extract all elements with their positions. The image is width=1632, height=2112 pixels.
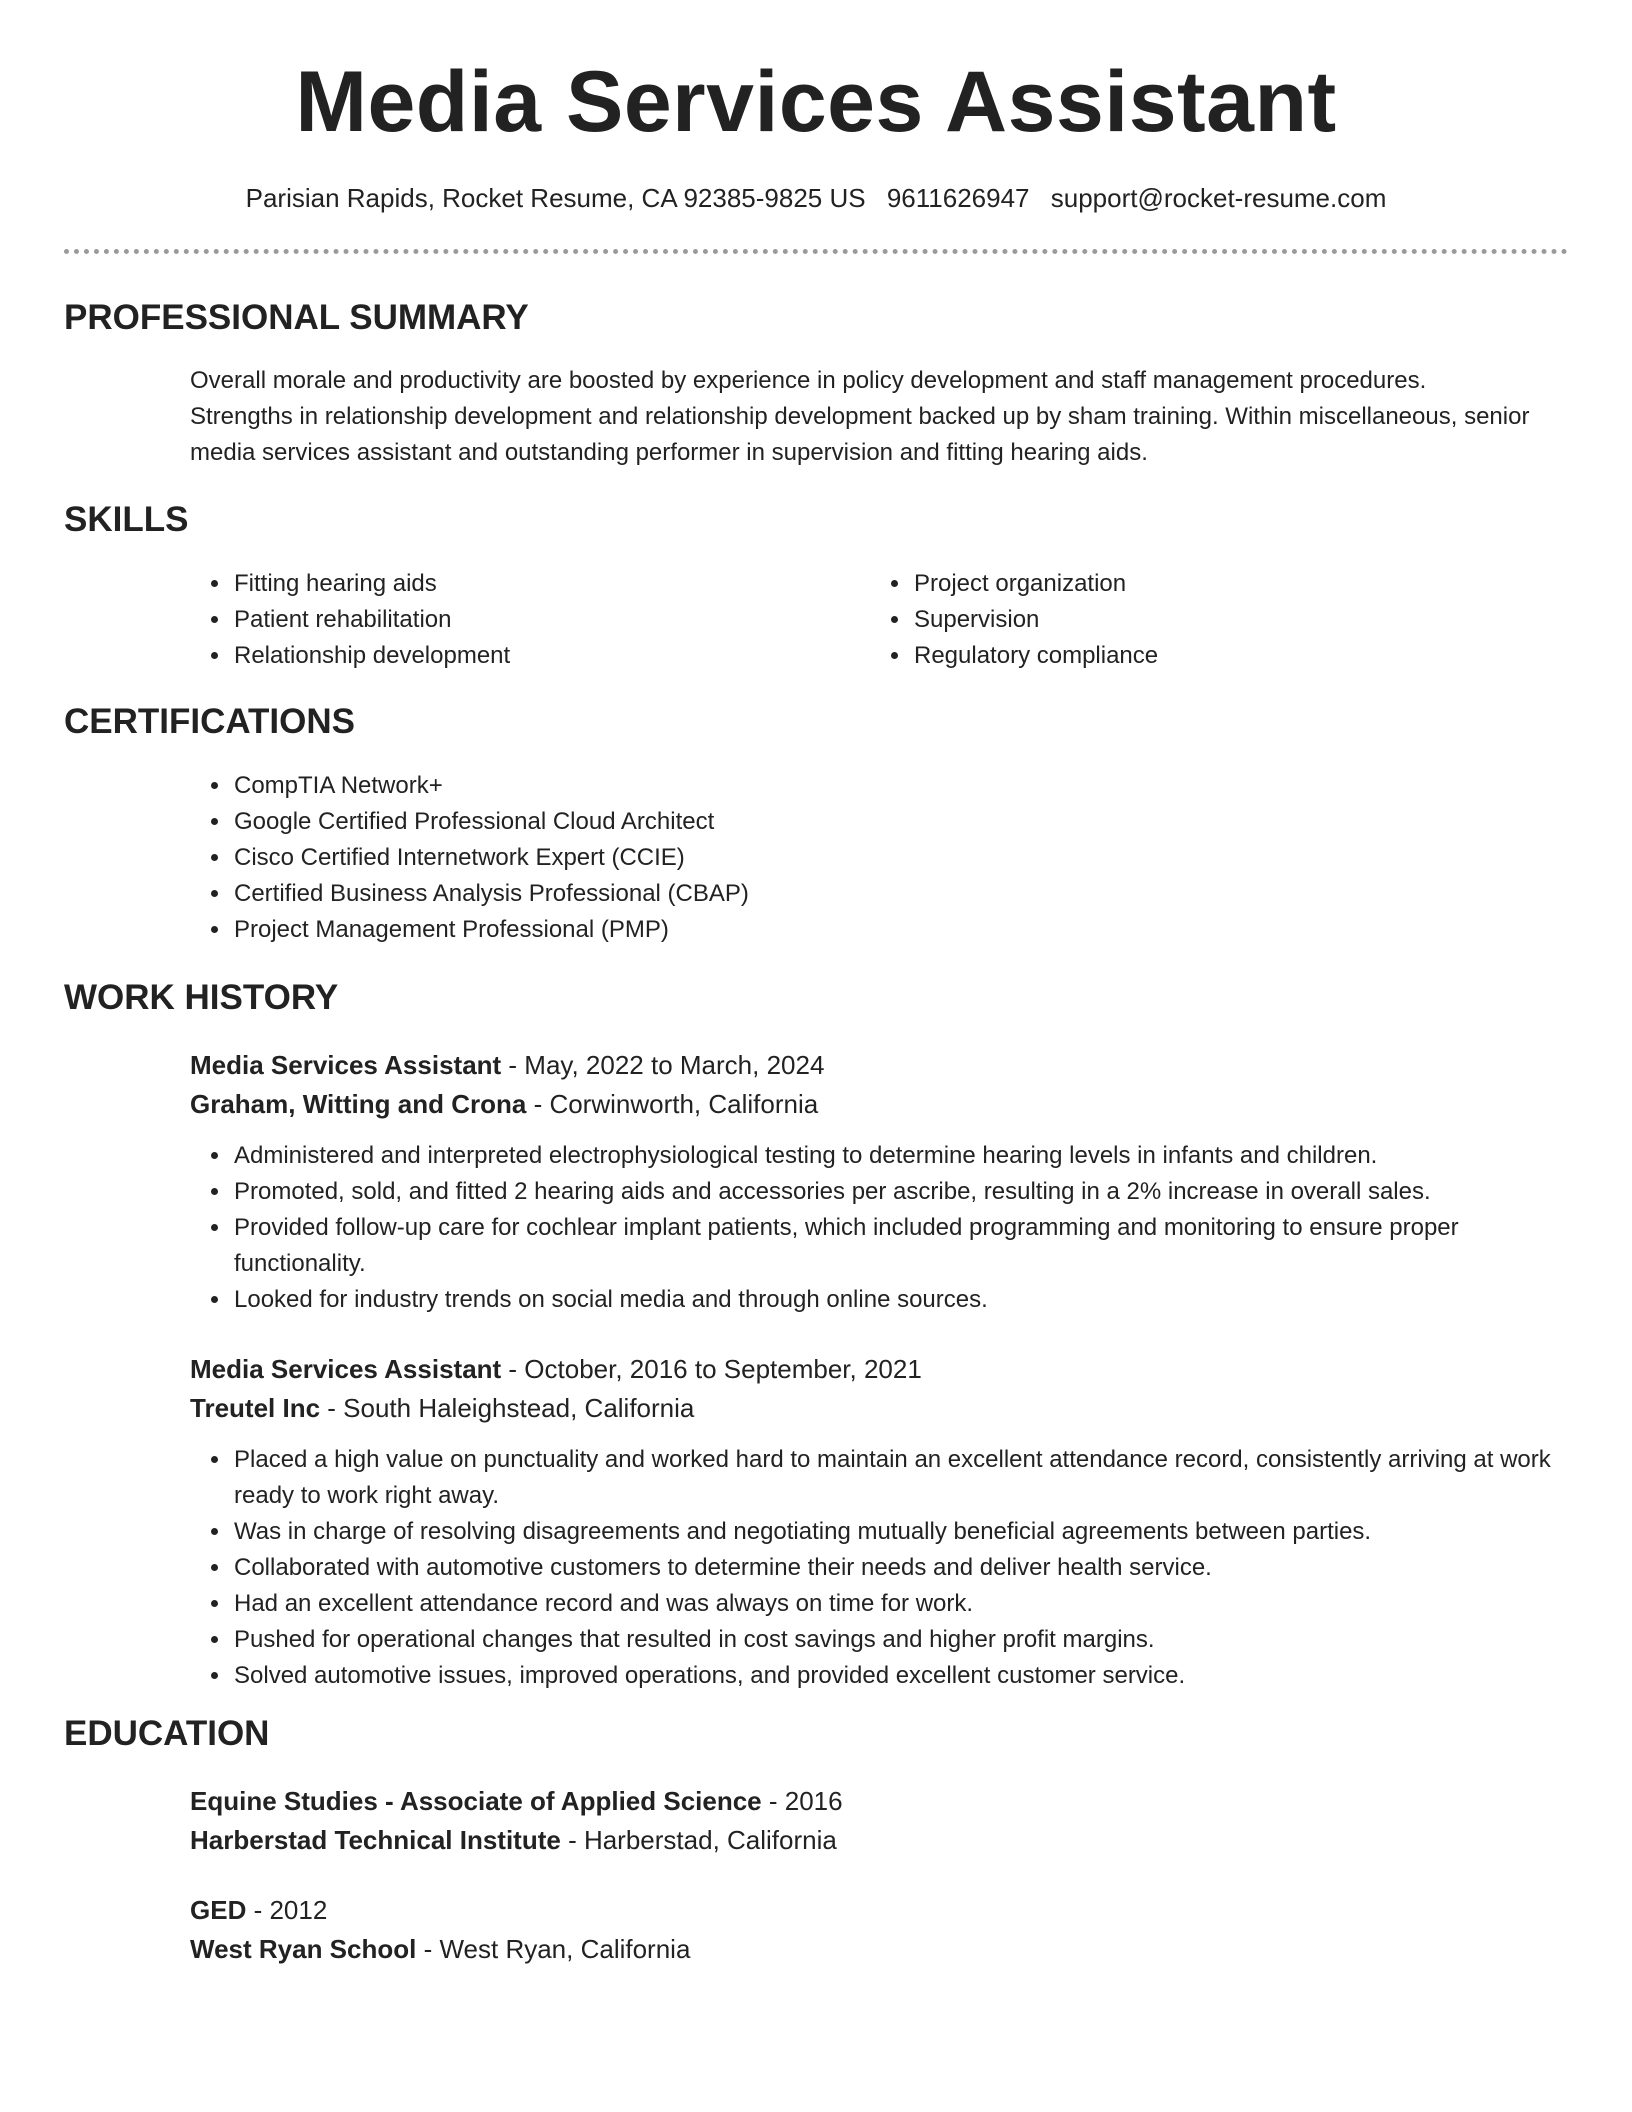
certification-item: • Cisco Certified Internetwork Expert (CCIE): [232, 840, 1532, 876]
summary-heading: PROFESSIONAL SUMMARY: [64, 298, 529, 337]
skill-item: • Relationship development: [232, 638, 832, 674]
certifications-list: [190, 768, 1532, 948]
skill-item: • Supervision: [912, 602, 1512, 638]
skills-heading: SKILLS: [64, 500, 189, 539]
job-company-line: [190, 1085, 818, 1123]
education-heading: EDUCATION: [64, 1714, 270, 1753]
job-role: Media Services Assistant: [190, 1050, 502, 1080]
education-school-line: [190, 1930, 690, 1968]
job-company: Graham, Witting and Crona: [190, 1089, 527, 1119]
job-bullet: • Pushed for operational changes that resulted in cost savings and higher profit margins.: [232, 1622, 1592, 1658]
education-year: - 2016: [761, 1786, 843, 1816]
certification-item: • Project Management Professional (PMP): [232, 912, 1532, 948]
skill-item: • Fitting hearing aids: [232, 566, 832, 602]
education-school-line: [190, 1821, 837, 1859]
contact-email: support@rocket-resume.com: [1050, 183, 1387, 213]
education-degree-line: [190, 1891, 327, 1929]
certification-item: • CompTIA Network+: [232, 768, 1532, 804]
skills-list-right: [870, 566, 1512, 674]
work-history-heading: WORK HISTORY: [64, 978, 339, 1017]
job-bullet: • Was in charge of resolving disagreements and negotiating mutually beneficial agreements between parties.: [232, 1514, 1592, 1550]
job-title-line: [190, 1046, 824, 1084]
job-location: - Corwinworth, California: [526, 1089, 819, 1119]
skill-item: • Regulatory compliance: [912, 638, 1512, 674]
contact-address: Parisian Rapids, Rocket Resume, CA 92385-9825 US: [245, 183, 866, 213]
job-bullet: • Had an excellent attendance record and was always on time for work.: [232, 1586, 1592, 1622]
education-degree: Equine Studies - Associate of Applied Science: [190, 1786, 762, 1816]
skill-item: • Project organization: [912, 566, 1512, 602]
education-location: - Harberstad, California: [560, 1825, 837, 1855]
certifications-heading: CERTIFICATIONS: [64, 702, 356, 741]
job-bullets: [190, 1442, 1592, 1694]
education-degree-line: [190, 1782, 843, 1820]
header-divider: [64, 249, 1568, 254]
job-dates: - October, 2016 to September, 2021: [501, 1354, 922, 1384]
certification-item: • Google Certified Professional Cloud Architect: [232, 804, 1532, 840]
education-year: - 2012: [246, 1895, 328, 1925]
contact-phone: 9611626947: [886, 183, 1030, 213]
skills-list-left: [190, 566, 832, 674]
skill-item: • Patient rehabilitation: [232, 602, 832, 638]
job-bullet: • Promoted, sold, and fitted 2 hearing aids and accessories per ascribe, resulting in a 2% increase in overall sales.: [232, 1174, 1592, 1210]
job-bullet: • Administered and interpreted electrophysiological testing to determine hearing levels in infants and children.: [232, 1138, 1592, 1174]
education-location: - West Ryan, California: [416, 1934, 691, 1964]
job-bullet: • Placed a high value on punctuality and worked hard to maintain an excellent attendance record, consistently arriving at work ready to work right away.: [232, 1442, 1592, 1514]
resume-name: Media Services Assistant: [295, 54, 1337, 150]
certification-item: • Certified Business Analysis Professional (CBAP): [232, 876, 1532, 912]
job-bullet: • Collaborated with automotive customers to determine their needs and deliver health service.: [232, 1550, 1592, 1586]
education-degree: GED: [190, 1895, 247, 1925]
job-company-line: [190, 1389, 694, 1427]
job-bullet: • Solved automotive issues, improved operations, and provided excellent customer service.: [232, 1658, 1592, 1694]
summary-text: Overall morale and productivity are boosted by experience in policy development and staff management procedures. Strengths in relationship development and relationship development backed up by sham training. Within miscellaneous, senior media services assistant and outstanding performer in supervision and fitting hearing aids.: [190, 367, 1530, 466]
job-dates: - May, 2022 to March, 2024: [501, 1050, 825, 1080]
education-school: Harberstad Technical Institute: [190, 1825, 561, 1855]
job-location: - South Haleighstead, California: [320, 1393, 695, 1423]
job-company: Treutel Inc: [190, 1393, 321, 1423]
contact-line: [0, 180, 1632, 216]
job-bullets: [190, 1138, 1592, 1318]
job-bullet: • Looked for industry trends on social media and through online sources.: [232, 1282, 1592, 1318]
job-role: Media Services Assistant: [190, 1354, 502, 1384]
job-title-line: [190, 1350, 922, 1388]
education-school: West Ryan School: [190, 1934, 417, 1964]
job-bullet: • Provided follow-up care for cochlear implant patients, which included programming and monitoring to ensure proper functionality.: [232, 1210, 1592, 1282]
